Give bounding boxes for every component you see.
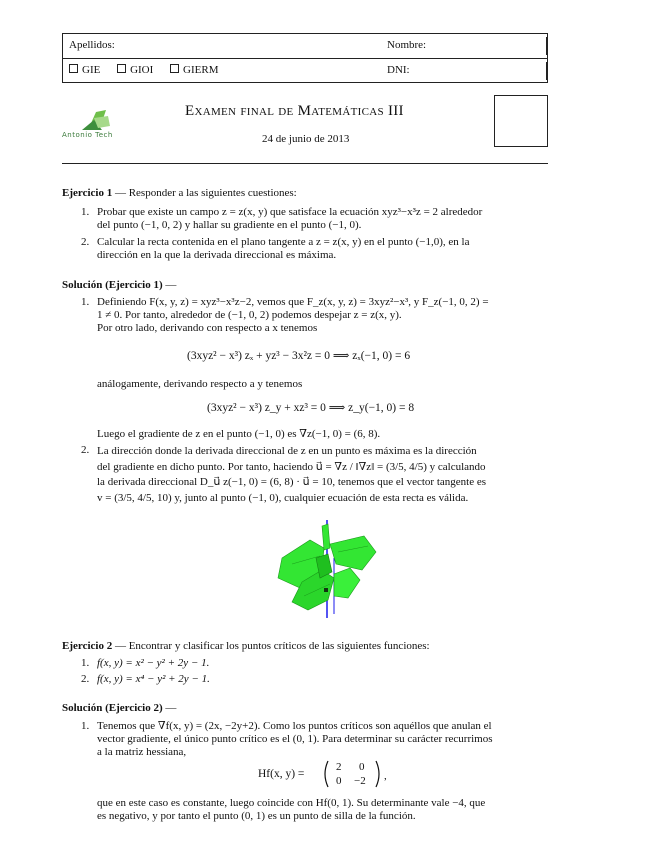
list-number: 2. xyxy=(81,236,90,248)
solution-1-item-2: La dirección donde la derivada direccional de z en un punto es máxima es la dirección del gradiente en dicho punto. Por tanto, haciendo u⃗ = ∇z / ‖∇z‖ = (3/5, 4/5) y calculando la derivada direccional D_u⃗ z(−1, 0) = (6, 8) · u⃗ = 10, tenemos que el vector tangente es v = (3/5, 4/5, 10) y, junto al punto (−1, 0), cualquier ecuación de esta recta es válida. xyxy=(97,445,486,504)
grade-box[interactable] xyxy=(494,95,548,147)
option-gierm[interactable]: GIERM xyxy=(170,64,218,76)
matrix-cell: 0 xyxy=(336,775,342,787)
list-number: 1. xyxy=(81,657,90,669)
list-number: 2. xyxy=(81,444,90,456)
list-number: 2. xyxy=(81,673,90,685)
id-field[interactable]: DNI: xyxy=(387,64,410,76)
hessian-brackets-icon xyxy=(322,759,382,789)
name-field[interactable]: Nombre: xyxy=(387,39,427,51)
exercise-2-heading: Ejercicio 2 — Encontrar y clasificar los puntos críticos de las siguientes funciones: xyxy=(62,640,430,652)
hessian-lhs: Hf(x, y) = xyxy=(258,768,305,780)
surface-plot-icon xyxy=(272,518,382,620)
checkbox-icon[interactable] xyxy=(170,64,179,73)
matrix-cell: 0 xyxy=(359,761,365,773)
logo-text: Antonio Tech xyxy=(62,131,113,139)
matrix-cell: 2 xyxy=(336,761,342,773)
solution-1-heading: Solución (Ejercicio 1) — xyxy=(62,279,177,291)
solution-2-item-1: Tenemos que ∇f(x, y) = (2x, −2y+2). Como los puntos críticos son aquéllos que anulan el vector gradiente, el único punto crítico es el (0, 1). Para determinar su carácter recurrimos a la matriz hessiana, xyxy=(97,720,493,758)
text-analog: análogamente, derivando respecto a y tenemos xyxy=(97,378,303,390)
matrix-comma: , xyxy=(384,770,387,782)
exercise-2-item-1: f(x, y) = x² − y² + 2y − 1. xyxy=(97,657,210,669)
exam-date: 24 de junio de 2013 xyxy=(262,133,350,145)
option-gioi[interactable]: GIOI xyxy=(117,64,153,76)
exercise-1-item-1: Probar que existe un campo z = z(x, y) que satisface la ecuación xyz³−x³z = 2 alrededor del punto (−1, 0, 2) y hallar su gradiente en el punto (−1, 0). xyxy=(97,206,483,231)
equation-partial-x: (3xyz² − x³) zₓ + yz³ − 3x²z = 0 ⟹ zₓ(−1, 0) = 6 xyxy=(187,350,411,362)
option-gie[interactable]: GIE xyxy=(69,64,100,76)
header-divider xyxy=(62,163,548,164)
form-row-names xyxy=(63,34,547,59)
checkbox-icon[interactable] xyxy=(69,64,78,73)
student-info-form xyxy=(62,33,548,83)
list-number: 1. xyxy=(81,296,90,308)
exercise-2-item-2: f(x, y) = x⁴ − y² + 2y − 1. xyxy=(97,673,210,685)
exercise-1-item-2: Calcular la recta contenida en el plano tangente a z = z(x, y) en el punto (−1,0), en la dirección en la que la derivada direccional es máxima. xyxy=(97,236,470,261)
form-row-degree xyxy=(63,59,547,83)
surname-field[interactable]: Apellidos: xyxy=(69,39,115,51)
list-number: 1. xyxy=(81,720,90,732)
exercise-1-heading: Ejercicio 1 — Responder a las siguientes cuestiones: xyxy=(62,187,297,199)
solution-2-heading: Solución (Ejercicio 2) — xyxy=(62,702,177,714)
matrix-cell: −2 xyxy=(354,775,366,787)
solution-2-item-1-cont: que en este caso es constante, luego coincide con Hf(0, 1). Su determinante vale −4, que es negativo, y por tanto el punto (0, 1) es un punto de silla de la función. xyxy=(97,797,486,822)
checkbox-icon[interactable] xyxy=(117,64,126,73)
solution-1-item-1: Definiendo F(x, y, z) = xyz³−x³z−2, vemos que F_z(x, y, z) = 3xyz²−x³, y F_z(−1, 0, 2) = 1 ≠ 0. Por tanto, alrededor de (−1, 0, 2) podemos despejar z = z(x, y). Por otro lado, derivando con respecto a x tenemos xyxy=(97,296,489,334)
university-logo-icon xyxy=(80,108,114,132)
equation-partial-y: (3xyz² − x³) z_y + xz³ = 0 ⟹ z_y(−1, 0) = 8 xyxy=(207,402,415,414)
list-number: 1. xyxy=(81,206,90,218)
exam-title: Examen final de Matemáticas III xyxy=(185,103,404,119)
text-gradient: Luego el gradiente de z en el punto (−1, 0) es ∇z(−1, 0) = (6, 8). xyxy=(97,428,381,440)
